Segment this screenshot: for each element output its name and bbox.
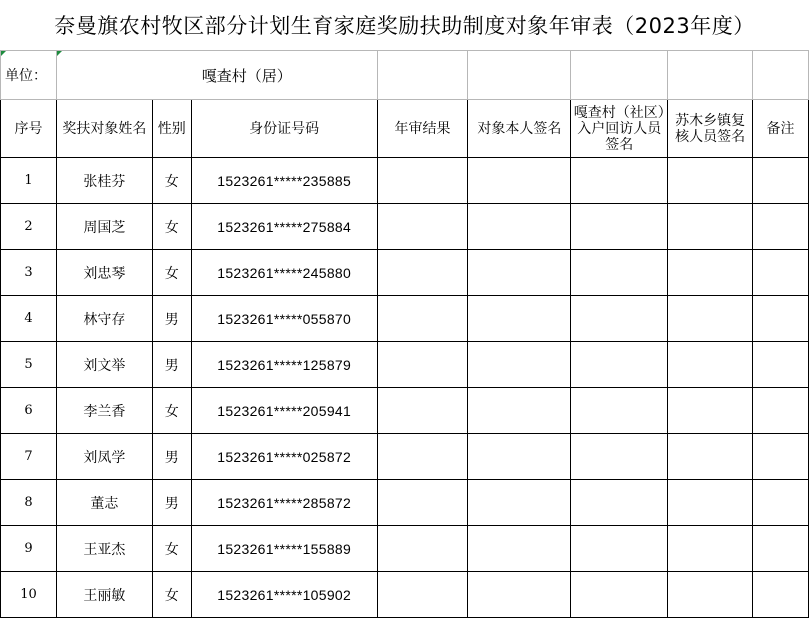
remark-cell[interactable] <box>753 572 809 618</box>
remark-cell[interactable] <box>753 526 809 572</box>
table-row <box>1 158 809 204</box>
remark-cell[interactable] <box>753 250 809 296</box>
review-cell[interactable] <box>377 204 468 250</box>
self-sign-cell[interactable] <box>468 388 571 434</box>
seq-cell[interactable]: 2 <box>1 204 57 250</box>
name-cell[interactable]: 周国芝 <box>56 204 152 250</box>
remark-cell[interactable] <box>753 296 809 342</box>
id-cell[interactable]: 1523261*****205941 <box>191 388 377 434</box>
seq-cell[interactable]: 3 <box>1 250 57 296</box>
town-sign-cell[interactable] <box>668 526 753 572</box>
seq-cell[interactable]: 7 <box>1 434 57 480</box>
review-cell[interactable] <box>377 526 468 572</box>
name-cell[interactable]: 王丽敏 <box>56 572 152 618</box>
table-row <box>1 342 809 388</box>
review-cell[interactable] <box>377 480 468 526</box>
village-sign-cell[interactable] <box>571 480 668 526</box>
empty-cell[interactable] <box>753 51 809 100</box>
self-sign-cell[interactable] <box>468 342 571 388</box>
review-cell[interactable] <box>377 296 468 342</box>
village-sign-cell[interactable] <box>571 526 668 572</box>
town-sign-cell[interactable] <box>668 158 753 204</box>
header-seq: 序号 <box>1 100 57 158</box>
empty-cell[interactable] <box>468 51 571 100</box>
review-cell[interactable] <box>377 158 468 204</box>
header-remark: 备注 <box>753 100 809 158</box>
village-sign-cell[interactable] <box>571 434 668 480</box>
village-sign-cell[interactable] <box>571 572 668 618</box>
gender-cell[interactable]: 男 <box>152 434 191 480</box>
name-cell[interactable]: 刘文举 <box>56 342 152 388</box>
self-sign-cell[interactable] <box>468 526 571 572</box>
self-sign-cell[interactable] <box>468 480 571 526</box>
review-cell[interactable] <box>377 342 468 388</box>
header-gender: 性别 <box>152 100 191 158</box>
remark-cell[interactable] <box>753 204 809 250</box>
town-sign-cell[interactable] <box>668 204 753 250</box>
header-town-sign: 苏木乡镇复核人员签名 <box>668 100 753 158</box>
id-cell[interactable]: 1523261*****245880 <box>191 250 377 296</box>
table-row <box>1 526 809 572</box>
name-cell[interactable]: 李兰香 <box>56 388 152 434</box>
id-cell[interactable]: 1523261*****025872 <box>191 434 377 480</box>
town-sign-cell[interactable] <box>668 250 753 296</box>
empty-cell[interactable] <box>571 51 668 100</box>
table-row <box>1 434 809 480</box>
town-sign-cell[interactable] <box>668 434 753 480</box>
gender-cell[interactable]: 女 <box>152 158 191 204</box>
table-row <box>1 250 809 296</box>
self-sign-cell[interactable] <box>468 572 571 618</box>
review-table <box>0 50 809 618</box>
gender-cell[interactable]: 女 <box>152 526 191 572</box>
header-id: 身份证号码 <box>191 100 377 158</box>
title-band <box>0 0 809 50</box>
gender-cell[interactable]: 女 <box>152 250 191 296</box>
gender-cell[interactable]: 女 <box>152 388 191 434</box>
page-title: 奈曼旗农村牧区部分计划生育家庭奖励扶助制度对象年审表（2023年度） <box>54 14 755 38</box>
review-cell[interactable] <box>377 388 468 434</box>
table-row <box>1 204 809 250</box>
remark-cell[interactable] <box>753 388 809 434</box>
self-sign-cell[interactable] <box>468 250 571 296</box>
gender-cell[interactable]: 男 <box>152 342 191 388</box>
id-cell[interactable]: 1523261*****055870 <box>191 296 377 342</box>
header-village-sign: 嘎查村（社区）入户回访人员签名 <box>571 100 668 158</box>
remark-cell[interactable] <box>753 480 809 526</box>
self-sign-cell[interactable] <box>468 158 571 204</box>
remark-cell[interactable] <box>753 158 809 204</box>
table-row <box>1 388 809 434</box>
name-cell[interactable]: 董志 <box>56 480 152 526</box>
empty-cell[interactable] <box>377 51 468 100</box>
review-cell[interactable] <box>377 250 468 296</box>
table-row <box>1 572 809 618</box>
village-sign-cell[interactable] <box>571 204 668 250</box>
seq-cell[interactable]: 9 <box>1 526 57 572</box>
village-sign-cell[interactable] <box>571 250 668 296</box>
id-cell[interactable]: 1523261*****275884 <box>191 204 377 250</box>
name-cell[interactable]: 林守存 <box>56 296 152 342</box>
town-sign-cell[interactable] <box>668 296 753 342</box>
unit-label: 单位： <box>1 51 57 100</box>
self-sign-cell[interactable] <box>468 434 571 480</box>
seq-cell[interactable]: 4 <box>1 296 57 342</box>
name-cell[interactable]: 刘忠琴 <box>56 250 152 296</box>
gender-cell[interactable]: 男 <box>152 480 191 526</box>
name-cell[interactable]: 刘凤学 <box>56 434 152 480</box>
header-self-sign: 对象本人签名 <box>468 100 571 158</box>
seq-cell[interactable]: 8 <box>1 480 57 526</box>
seq-cell[interactable]: 6 <box>1 388 57 434</box>
seq-cell[interactable]: 1 <box>1 158 57 204</box>
review-cell[interactable] <box>377 572 468 618</box>
gender-cell[interactable]: 女 <box>152 572 191 618</box>
id-cell[interactable]: 1523261*****105902 <box>191 572 377 618</box>
remark-cell[interactable] <box>753 434 809 480</box>
village-sign-cell[interactable] <box>571 158 668 204</box>
gender-cell[interactable]: 女 <box>152 204 191 250</box>
gender-cell[interactable]: 男 <box>152 296 191 342</box>
seq-cell[interactable]: 5 <box>1 342 57 388</box>
unit-village: 嘎查村（居） <box>56 51 377 100</box>
self-sign-cell[interactable] <box>468 204 571 250</box>
seq-cell[interactable]: 10 <box>1 572 57 618</box>
header-row <box>1 100 809 158</box>
header-review: 年审结果 <box>377 100 468 158</box>
village-sign-cell[interactable] <box>571 296 668 342</box>
unit-row <box>1 51 809 100</box>
id-cell[interactable]: 1523261*****285872 <box>191 480 377 526</box>
name-cell[interactable]: 王亚杰 <box>56 526 152 572</box>
town-sign-cell[interactable] <box>668 342 753 388</box>
town-sign-cell[interactable] <box>668 572 753 618</box>
table-row <box>1 480 809 526</box>
village-sign-cell[interactable] <box>571 388 668 434</box>
remark-cell[interactable] <box>753 342 809 388</box>
name-cell[interactable]: 张桂芬 <box>56 158 152 204</box>
self-sign-cell[interactable] <box>468 296 571 342</box>
empty-cell[interactable] <box>668 51 753 100</box>
id-cell[interactable]: 1523261*****235885 <box>191 158 377 204</box>
header-name: 奖扶对象姓名 <box>56 100 152 158</box>
village-sign-cell[interactable] <box>571 342 668 388</box>
id-cell[interactable]: 1523261*****125879 <box>191 342 377 388</box>
review-cell[interactable] <box>377 434 468 480</box>
town-sign-cell[interactable] <box>668 388 753 434</box>
town-sign-cell[interactable] <box>668 480 753 526</box>
table-row <box>1 296 809 342</box>
id-cell[interactable]: 1523261*****155889 <box>191 526 377 572</box>
